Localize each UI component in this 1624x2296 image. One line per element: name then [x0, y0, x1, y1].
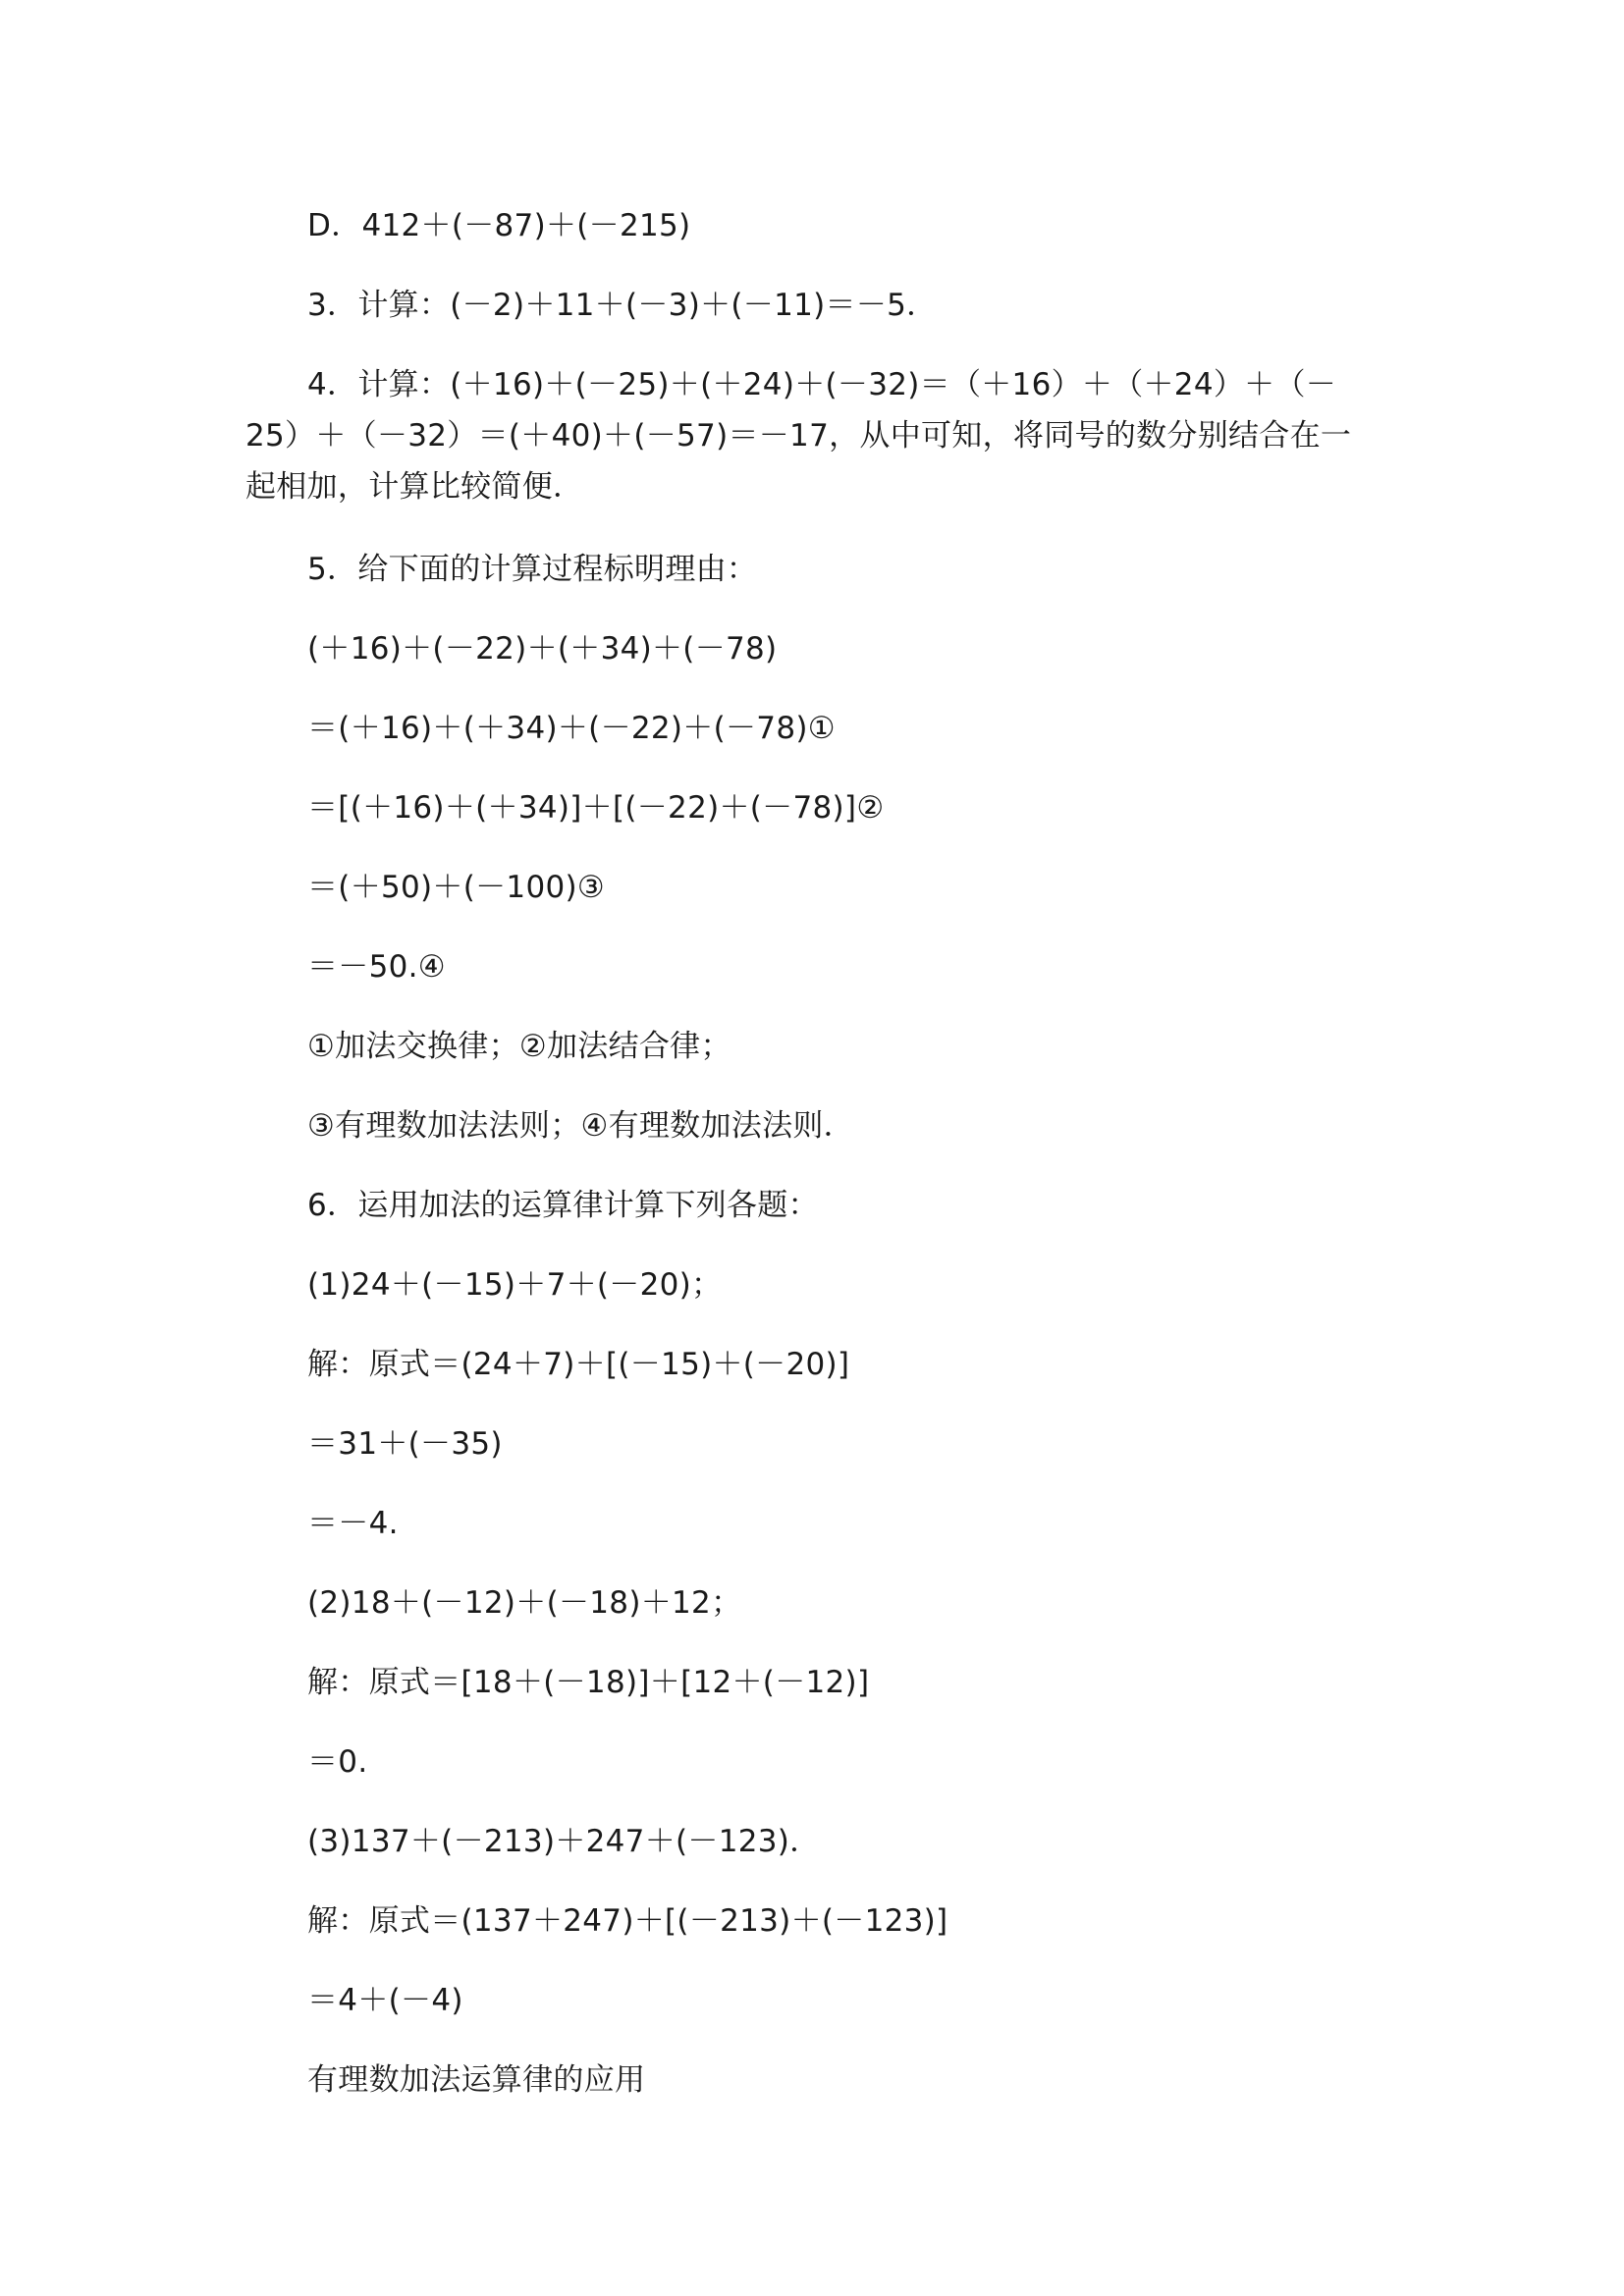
question-5-step-2: ＝[(＋16)＋(＋34)]＋[(－22)＋(－78)]② — [307, 790, 885, 826]
question-6-part-3: (3)137＋(－213)＋247＋(－123)． — [307, 1824, 821, 1859]
question-5-reasons-2: ③有理数加法法则；④有理数加法法则． — [307, 1108, 854, 1144]
question-6-title: 6．运用加法的运算律计算下列各题： — [307, 1188, 819, 1223]
question-6-part-3-solution: 解：原式＝(137＋247)＋[(－213)＋(－123)] — [307, 1903, 948, 1939]
question-6-part-1-solution: 解：原式＝(24＋7)＋[(－15)＋(－20)] — [307, 1347, 850, 1382]
question-6-part-1-step-2: ＝－4. — [307, 1506, 399, 1541]
question-5-step-4: ＝－50.④ — [307, 949, 446, 985]
question-6-part-2-step-1: ＝0. — [307, 1744, 368, 1780]
question-4: 4．计算：(＋16)＋(－25)＋(＋24)＋(－32)＝（＋16）＋（＋24）＋（－25）＋（－32）＝(＋40)＋(－57)＝－17，从中可知，将同号的数分别结合在一起相加，计算比较简便． — [245, 367, 1352, 505]
question-5-title: 5．给下面的计算过程标明理由： — [307, 552, 758, 587]
option-d: D．412＋(－87)＋(－215) — [307, 208, 691, 243]
question-3: 3．计算：(－2)＋11＋(－3)＋(－11)＝－5． — [307, 288, 938, 323]
topic-note: 有理数加法运算律的应用 — [307, 2062, 646, 2098]
question-5-expression: (＋16)＋(－22)＋(＋34)＋(－78) — [307, 631, 778, 667]
question-5-step-1: ＝(＋16)＋(＋34)＋(－22)＋(－78)① — [307, 711, 836, 746]
question-6-part-1: (1)24＋(－15)＋7＋(－20)； — [307, 1267, 723, 1303]
question-6-part-1-step-1: ＝31＋(－35) — [307, 1426, 503, 1462]
question-5-step-3: ＝(＋50)＋(－100)③ — [307, 870, 605, 905]
question-6-part-2: (2)18＋(－12)＋(－18)＋12； — [307, 1585, 742, 1621]
question-5-reasons-1: ①加法交换律；②加法结合律； — [307, 1029, 731, 1064]
question-6-part-3-step-1: ＝4＋(－4) — [307, 1983, 463, 2018]
question-6-part-2-solution: 解：原式＝[18＋(－18)]＋[12＋(－12)] — [307, 1665, 870, 1700]
